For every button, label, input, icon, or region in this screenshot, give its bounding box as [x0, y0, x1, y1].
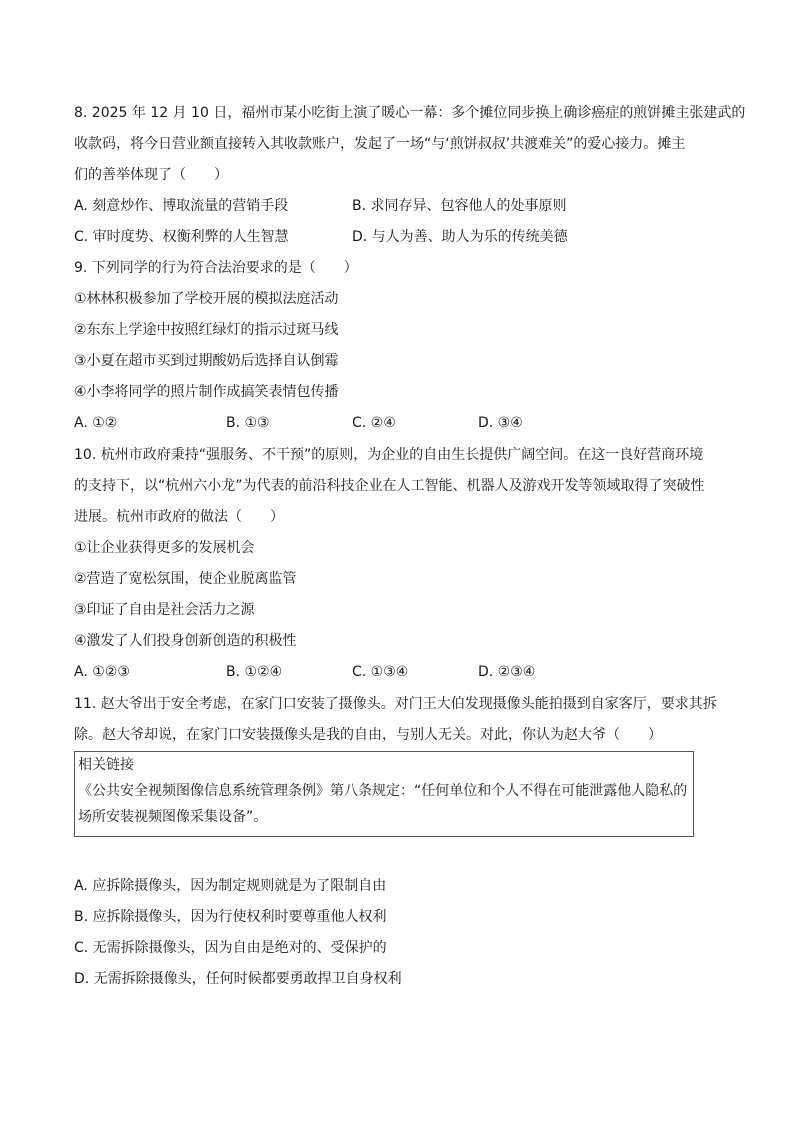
q11-option-b: B. 应拆除摄像头，因为行使权利时要尊重他人权利	[74, 909, 387, 925]
q10-option-a: A. ①②③	[74, 664, 130, 680]
q10-item-4: ④激发了人们投身创新创造的积极性	[74, 633, 297, 649]
q9-option-c: C. ②④	[352, 415, 396, 431]
q9-item-4: ④小李将同学的照片制作成搞笑表情包传播	[74, 384, 339, 400]
q10-stem-line2: 的支持下，以“杭州六小龙”为代表的前沿科技企业在人工智能、机器人及游戏开发等领域取得了突破性	[74, 478, 705, 494]
q8-stem-line3: 们的善举体现了（ ）	[74, 167, 228, 183]
q10-option-b: B. ①②④	[226, 664, 283, 680]
related-link-title: 相关链接	[78, 757, 134, 773]
q10-item-2: ②营造了宽松氛围，使企业脱离监管	[74, 571, 297, 587]
q9-item-2: ②东东上学途中按照红绿灯的指示过斑马线	[74, 322, 339, 338]
q10-item-1: ①让企业获得更多的发展机会	[74, 540, 255, 556]
q8-stem-line1: 8. 2025 年 12 月 10 日，福州市某小吃街上演了暖心一幕：多个摊位同步换上确诊癌症的煎饼摊主张建武的	[74, 105, 746, 121]
related-link-line2: 场所安装视频图像采集设备”。	[78, 809, 268, 825]
q9-stem: 9. 下列同学的行为符合法治要求的是（ ）	[74, 260, 358, 276]
q11-option-c: C. 无需拆除摄像头，因为自由是绝对的、受保护的	[74, 940, 387, 956]
q11-option-d: D. 无需拆除摄像头，任何时候都要勇敢捍卫自身权利	[74, 971, 402, 987]
q9-option-d: D. ③④	[478, 415, 523, 431]
related-link-box	[74, 751, 694, 837]
q9-item-3: ③小夏在超市买到过期酸奶后选择自认倒霉	[74, 353, 339, 369]
q10-option-c: C. ①③④	[352, 664, 409, 680]
q10-stem-line3: 进展。杭州市政府的做法（ ）	[74, 509, 284, 525]
q11-option-a: A. 应拆除摄像头，因为制定规则就是为了限制自由	[74, 878, 387, 894]
q10-option-d: D. ②③④	[478, 664, 536, 680]
q8-option-b: B. 求同存异、包容他人的处事原则	[352, 198, 567, 214]
q9-item-1: ①林林积极参加了学校开展的模拟法庭活动	[74, 291, 339, 307]
q11-stem-line1: 11. 赵大爷出于安全考虑，在家门口安装了摄像头。对门王大伯发现摄像头能拍摄到自家客厅，要求其拆	[74, 696, 717, 712]
q8-option-d: D. 与人为善、助人为乐的传统美德	[352, 229, 568, 245]
q9-option-b: B. ①③	[226, 415, 270, 431]
related-link-line1: 《公共安全视频图像信息系统管理条例》第八条规定：“任何单位和个人不得在可能泄露他人隐私的	[78, 783, 688, 799]
q10-stem-line1: 10. 杭州市政府秉持“强服务、不干预”的原则，为企业的自由生长提供广阔空间。在这一良好营商环境	[74, 447, 704, 463]
q9-option-a: A. ①②	[74, 415, 118, 431]
q8-option-c: C. 审时度势、权衡利弊的人生智慧	[74, 229, 289, 245]
q8-stem-line2: 收款码，将今日营业额直接转入其收款账户，发起了一场“与‘煎饼叔叔’共渡难关”的爱心接力。摊主	[74, 136, 686, 152]
q11-stem-line2: 除。赵大爷却说，在家门口安装摄像头是我的自由，与别人无关。对此，你认为赵大爷（ ）	[74, 727, 662, 743]
q10-item-3: ③印证了自由是社会活力之源	[74, 602, 255, 618]
q8-option-a: A. 刻意炒作、博取流量的营销手段	[74, 198, 289, 214]
